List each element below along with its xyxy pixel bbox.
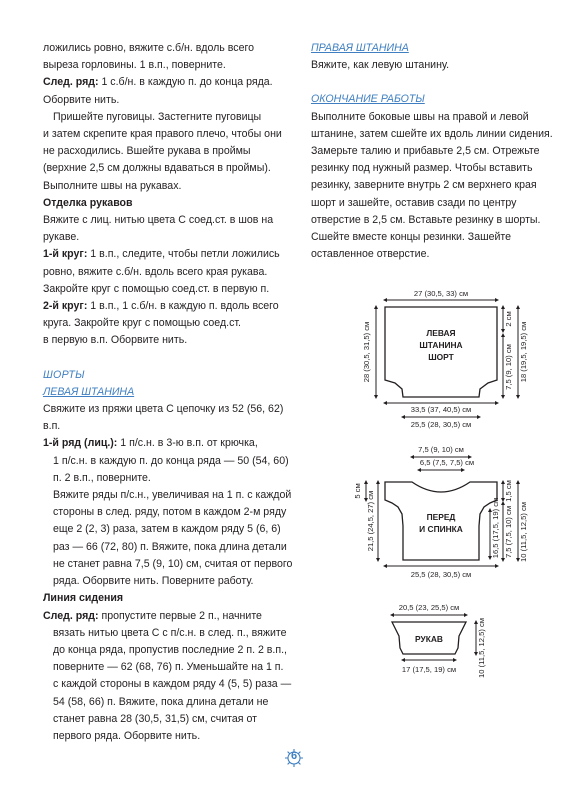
shorts-schematic <box>362 289 528 429</box>
dimension-text: 2 см <box>504 311 513 327</box>
diagram-label: И СПИНКА <box>419 524 463 534</box>
text-line: не станет равна 7,5 (9, 10) см, считая от первого <box>53 557 293 570</box>
sleeve-schematic <box>392 603 486 678</box>
page-number-badge <box>283 747 305 769</box>
text-line: в первую в.п. Оборвите нить. <box>43 334 188 347</box>
dimension-text: 6,5 (7,5, 7,5) см <box>419 458 475 467</box>
text-line: до конца ряда, пропустив последние 2 п. 2 в.п., <box>53 643 287 656</box>
text-line: раз — 66 (72, 80) п. Вяжите, пока длина детали <box>53 540 287 553</box>
page-number: 6 <box>290 750 298 762</box>
row-text: 1 с.б/н. в каждую п. до конца ряда. <box>98 76 273 89</box>
row-text: 1 в.п., 1 с.б/н. в каждую п. вдоль всего <box>87 300 279 313</box>
text-line: п. 2 в.п., поверните. <box>53 471 151 484</box>
dimension-text: 7,5 (9, 10) см <box>504 344 513 390</box>
diagram-label: ПЕРЕД <box>426 512 456 522</box>
row-label: След. ряд: <box>43 76 99 89</box>
dimension-text: 16,5 (17,5, 19) см <box>491 497 500 559</box>
text-line: Выполните швы на рукавах. <box>43 179 182 192</box>
text-line: Пришейте пуговицы. Застегните пуговицы <box>53 110 262 123</box>
text-line: Замерьте талию и прибавьте 2,5 см. Отрежьте <box>311 145 540 158</box>
text-line: штанине, затем сшейте их вдоль линии сидения. <box>311 127 553 140</box>
dimension-text: 10 (11,5, 12,5) см <box>477 618 486 678</box>
text-line: еще 2 (2, 3) раза, затем в каждом ряду 5 (6, 6) <box>53 523 281 536</box>
text-line: рукаве. <box>43 231 80 244</box>
diagram-label: ШОРТ <box>428 352 454 362</box>
text-line: Выполните боковые швы на правой и левой <box>311 110 529 123</box>
section-heading: Линия сидения <box>43 592 124 605</box>
text-line: ровно, вяжите с.б/н. вдоль всего края рукава. <box>43 265 268 278</box>
text-line: Вяжите с лиц. нитью цвета С соед.ст. в шов на <box>43 214 274 227</box>
diagram-label: РУКАВ <box>415 634 443 644</box>
text-line: стороны в след. ряду, потом в каждом 2-м ряду <box>53 506 287 519</box>
text-line: и затем скрепите края правого плечо, чтобы они <box>43 128 282 141</box>
diagram-label: ШТАНИНА <box>419 340 463 350</box>
dimension-text: 18 (19,5, 19,5) см <box>519 321 528 383</box>
dimension-text: 17 (17,5, 19) см <box>401 665 457 674</box>
text-line: 54 (58, 66) п. Вяжите, пока длина детали не <box>53 695 269 708</box>
text-line: первого ряда. Оборвите нить. <box>53 729 201 742</box>
text-line: Сшейте вместе концы резинки. Зашейте <box>311 231 512 244</box>
text-line: резинку под нужный размер. Чтобы вставить <box>311 162 533 175</box>
text-line: поверните — 62 (68, 76) п. Уменьшайте на 1 п. <box>53 661 284 674</box>
row-label: След. ряд: <box>43 609 99 622</box>
section-heading-shorts: ШОРТЫ <box>43 368 85 381</box>
subheading-left-leg: ЛЕВАЯ ШТАНИНА <box>43 385 135 398</box>
text-line: Свяжите из пряжи цвета С цепочку из 52 (56, 62) <box>43 403 284 416</box>
text-line: в.п. <box>43 420 61 433</box>
row-label: 2-й круг: <box>43 300 88 313</box>
text-line: вязать нитью цвета С с п/с.н. в след. п., вяжите <box>53 626 287 639</box>
row-label: 1-й ряд (лиц.): <box>43 437 118 450</box>
section-heading: Отделка рукавов <box>43 196 133 209</box>
dimension-text: 10 (11,5, 12,5) см <box>519 502 528 562</box>
dimension-text: 20,5 (23, 25,5) см <box>398 603 460 612</box>
text-line: Вяжите ряды п/с.н., увеличивая на 1 п. с каждой <box>53 489 292 502</box>
text-line: круга. Закройте круг с помощью соед.ст. <box>43 317 241 330</box>
dimension-text: 1,5 см <box>504 480 513 502</box>
text-line: отверстие в 2,5 см. Вставьте резинку в шорты. <box>311 213 541 226</box>
dimension-text: 21,5 (24,5, 27) см <box>366 490 375 552</box>
subheading-right-leg: ПРАВАЯ ШТАНИНА <box>311 42 409 54</box>
dimension-text: 25,5 (28, 30,5) см <box>410 570 472 579</box>
text-line: выреза горловины. 1 в.п., поверните. <box>43 59 226 72</box>
dimension-text: 27 (30,5, 33) см <box>413 289 469 298</box>
text-line: (верхние 2,5 см должны вдаваться в проймы). <box>43 162 271 175</box>
row-text: 1 в.п., следите, чтобы петли ложились <box>87 248 280 261</box>
text-line: не расходились. Вшейте рукава в проймы <box>43 145 251 158</box>
text-line: с каждой стороны в каждом ряду 4 (5, 5) раза — <box>53 678 292 691</box>
dimension-text: 7,5 (9, 10) см <box>418 445 464 454</box>
dimension-text: 33,5 (37, 40,5) см <box>410 405 472 414</box>
subheading-finishing: ОКОНЧАНИЕ РАБОТЫ <box>311 93 425 106</box>
text-line: 1 п/с.н. в каждую п. до конца ряда — 50 (54, 60) <box>53 454 289 467</box>
text-line: станет равна 28 (30,5, 31,5) см, считая от <box>53 712 257 725</box>
row-text: 1 п/с.н. в 3-ю в.п. от крючка, <box>117 437 258 450</box>
front-back-schematic <box>353 445 528 579</box>
text-line: Закройте круг с помощью соед.ст. в первую п. <box>43 282 270 295</box>
dimension-text: 5 см <box>353 483 362 499</box>
text-line: ложились ровно, вяжите с.б/н. вдоль всего <box>43 42 254 54</box>
row-text: пропустите первые 2 п., начните <box>98 609 262 622</box>
text-line: шорт и зашейте, оставив сзади по центру <box>311 196 517 209</box>
text-line: резинку, заверните внутрь 2 см верхнего края <box>311 179 537 192</box>
text-line: ряда. Оборвите нить. Поверните работу. <box>53 575 254 588</box>
text-line: Вяжите, как левую штанину. <box>311 59 450 72</box>
dimension-text: 7,5 (7,5, 10) см <box>504 505 513 559</box>
diagram-label: ЛЕВАЯ <box>426 328 456 338</box>
row-label: 1-й круг: <box>43 248 88 261</box>
text-line: оставленное отверстие. <box>311 248 430 261</box>
dimension-text: 28 (30,5, 31,5) см <box>362 321 371 383</box>
text-line: Оборвите нить. <box>43 93 120 106</box>
dimension-text: 25,5 (28, 30,5) см <box>410 420 472 429</box>
